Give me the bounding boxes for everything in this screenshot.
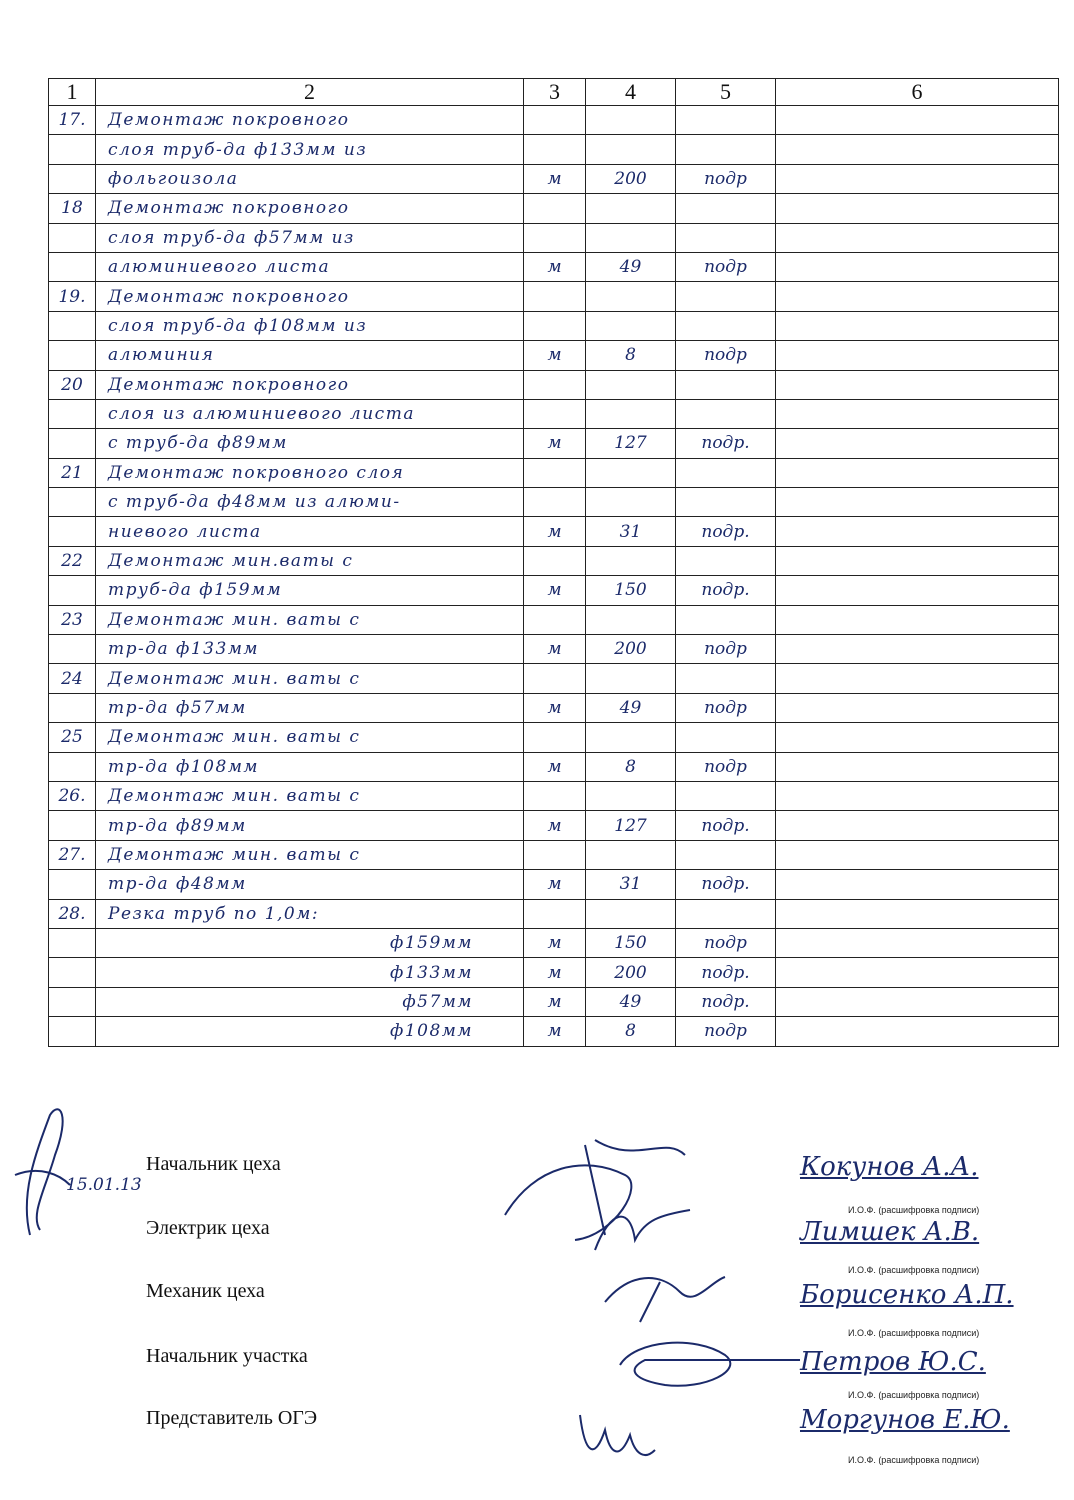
quantity-cell xyxy=(586,488,676,517)
header-row xyxy=(49,79,1059,106)
quantity-cell: 150 xyxy=(586,928,676,957)
table-row xyxy=(49,693,1059,722)
table-row xyxy=(49,870,1059,899)
table-row xyxy=(49,458,1059,487)
unit-cell xyxy=(524,194,586,223)
unit-cell xyxy=(524,399,586,428)
note-cell: подр xyxy=(676,693,776,722)
note-cell: подр xyxy=(676,252,776,281)
quantity-cell: 49 xyxy=(586,987,676,1016)
note-cell: подр. xyxy=(676,958,776,987)
unit-cell: м xyxy=(524,164,586,193)
empty-col-6-cell xyxy=(776,664,1059,693)
signer-caption: И.О.Ф. (расшифровка подписи) xyxy=(848,1265,980,1275)
unit-cell: м xyxy=(524,517,586,546)
row-number-cell: 18 xyxy=(49,194,96,223)
table-row xyxy=(49,223,1059,252)
signer-role: Начальник участка xyxy=(146,1345,308,1367)
table-row xyxy=(49,899,1059,928)
quantity-cell: 49 xyxy=(586,693,676,722)
table-row xyxy=(49,106,1059,135)
empty-col-6-cell xyxy=(776,488,1059,517)
table-row xyxy=(49,517,1059,546)
note-cell: подр xyxy=(676,341,776,370)
row-number-cell: 22 xyxy=(49,546,96,575)
description-cell: Резка труб по 1,0м: xyxy=(96,899,524,928)
row-number-cell xyxy=(49,752,96,781)
row-number-cell xyxy=(49,517,96,546)
margin-signature-mark xyxy=(10,1095,80,1245)
unit-cell xyxy=(524,488,586,517)
row-number-cell: 24 xyxy=(49,664,96,693)
table-row xyxy=(49,135,1059,164)
description-cell: ф108мм xyxy=(96,1017,524,1046)
row-number-cell xyxy=(49,928,96,957)
quantity-cell xyxy=(586,840,676,869)
unit-cell: м xyxy=(524,576,586,605)
unit-cell: м xyxy=(524,252,586,281)
empty-col-6-cell xyxy=(776,282,1059,311)
unit-cell: м xyxy=(524,341,586,370)
quantity-cell: 127 xyxy=(586,811,676,840)
note-cell xyxy=(676,223,776,252)
empty-col-6-cell xyxy=(776,370,1059,399)
quantity-cell xyxy=(586,664,676,693)
description-cell: Демонтаж мин. ваты с xyxy=(96,781,524,810)
signer-role: Механик цеха xyxy=(146,1280,265,1302)
unit-cell xyxy=(524,106,586,135)
signer-role: Представитель ОГЭ xyxy=(146,1407,318,1429)
table-row xyxy=(49,664,1059,693)
unit-cell xyxy=(524,458,586,487)
note-cell xyxy=(676,399,776,428)
signer-name: Лимшек А.В. xyxy=(800,1217,980,1247)
empty-col-6-cell xyxy=(776,135,1059,164)
empty-col-6-cell xyxy=(776,693,1059,722)
quantity-cell: 8 xyxy=(586,341,676,370)
note-cell: подр xyxy=(676,752,776,781)
description-cell: слоя из алюминиевого листа xyxy=(96,399,524,428)
note-cell xyxy=(676,488,776,517)
description-cell: с труб-да ф89мм xyxy=(96,429,524,458)
description-cell: Демонтаж мин. ваты с xyxy=(96,723,524,752)
row-number-cell xyxy=(49,341,96,370)
unit-cell xyxy=(524,311,586,340)
quantity-cell xyxy=(586,781,676,810)
note-cell xyxy=(676,311,776,340)
row-number-cell: 28. xyxy=(49,899,96,928)
quantity-cell xyxy=(586,106,676,135)
quantity-cell xyxy=(586,458,676,487)
signer-caption: И.О.Ф. (расшифровка подписи) xyxy=(848,1328,980,1338)
row-number-cell: 27. xyxy=(49,840,96,869)
note-cell: подр. xyxy=(676,811,776,840)
description-cell: тр-да ф57мм xyxy=(96,693,524,722)
quantity-cell: 31 xyxy=(586,517,676,546)
empty-col-6-cell xyxy=(776,870,1059,899)
table-row xyxy=(49,429,1059,458)
handwritten-signature xyxy=(590,1200,700,1260)
description-cell: алюминиевого листа xyxy=(96,252,524,281)
note-cell xyxy=(676,781,776,810)
signer-name: Кокунов А.А. xyxy=(800,1152,979,1182)
row-number-cell xyxy=(49,164,96,193)
description-cell: алюминия xyxy=(96,341,524,370)
row-number-cell xyxy=(49,252,96,281)
signer-caption: И.О.Ф. (расшифровка подписи) xyxy=(848,1205,980,1215)
unit-cell: м xyxy=(524,752,586,781)
description-cell: ф133мм xyxy=(96,958,524,987)
description-cell: ф57мм xyxy=(96,987,524,1016)
description-cell: фольгоизола xyxy=(96,164,524,193)
unit-cell xyxy=(524,370,586,399)
quantity-cell: 127 xyxy=(586,429,676,458)
empty-col-6-cell xyxy=(776,635,1059,664)
empty-col-6-cell xyxy=(776,958,1059,987)
description-cell: тр-да ф48мм xyxy=(96,870,524,899)
table-row xyxy=(49,987,1059,1016)
note-cell: подр xyxy=(676,164,776,193)
table-row xyxy=(49,341,1059,370)
table-row xyxy=(49,811,1059,840)
table-row xyxy=(49,252,1059,281)
note-cell: подр. xyxy=(676,576,776,605)
quantity-cell: 8 xyxy=(586,1017,676,1046)
description-cell: слоя труб-да ф57мм из xyxy=(96,223,524,252)
unit-cell xyxy=(524,781,586,810)
empty-col-6-cell xyxy=(776,223,1059,252)
table-row xyxy=(49,723,1059,752)
row-number-cell: 17. xyxy=(49,106,96,135)
table-row xyxy=(49,370,1059,399)
row-number-cell: 19. xyxy=(49,282,96,311)
quantity-cell xyxy=(586,605,676,634)
description-cell: слоя труб-да ф108мм из xyxy=(96,311,524,340)
row-number-cell xyxy=(49,429,96,458)
quantity-cell xyxy=(586,311,676,340)
unit-cell xyxy=(524,605,586,634)
note-cell xyxy=(676,899,776,928)
note-cell xyxy=(676,664,776,693)
row-number-cell xyxy=(49,311,96,340)
unit-cell: м xyxy=(524,958,586,987)
quantity-cell: 8 xyxy=(586,752,676,781)
table-row xyxy=(49,194,1059,223)
signer-name: Борисенко А.П. xyxy=(800,1280,1014,1310)
row-number-cell xyxy=(49,223,96,252)
note-cell: подр. xyxy=(676,870,776,899)
unit-cell: м xyxy=(524,811,586,840)
unit-cell: м xyxy=(524,987,586,1016)
note-cell xyxy=(676,723,776,752)
quantity-cell: 150 xyxy=(586,576,676,605)
row-number-cell: 26. xyxy=(49,781,96,810)
table-row xyxy=(49,840,1059,869)
quantity-cell xyxy=(586,223,676,252)
row-number-cell xyxy=(49,488,96,517)
unit-cell xyxy=(524,723,586,752)
empty-col-6-cell xyxy=(776,899,1059,928)
description-cell: Демонтаж мин. ваты с xyxy=(96,840,524,869)
unit-cell xyxy=(524,664,586,693)
note-cell xyxy=(676,135,776,164)
empty-col-6-cell xyxy=(776,341,1059,370)
work-table xyxy=(48,78,1059,1047)
row-number-cell xyxy=(49,870,96,899)
unit-cell xyxy=(524,840,586,869)
row-number-cell: 21 xyxy=(49,458,96,487)
table-row xyxy=(49,488,1059,517)
description-cell: тр-да ф108мм xyxy=(96,752,524,781)
table-row xyxy=(49,958,1059,987)
quantity-cell: 49 xyxy=(586,252,676,281)
header-col-2: 2 xyxy=(96,79,524,106)
note-cell: подр xyxy=(676,1017,776,1046)
quantity-cell: 200 xyxy=(586,635,676,664)
note-cell: подр xyxy=(676,928,776,957)
empty-col-6-cell xyxy=(776,429,1059,458)
note-cell: подр. xyxy=(676,429,776,458)
empty-col-6-cell xyxy=(776,546,1059,575)
table-row xyxy=(49,164,1059,193)
row-number-cell xyxy=(49,811,96,840)
quantity-cell xyxy=(586,370,676,399)
quantity-cell xyxy=(586,282,676,311)
row-number-cell xyxy=(49,1017,96,1046)
description-cell: Демонтаж покровного xyxy=(96,370,524,399)
row-number-cell xyxy=(49,635,96,664)
signer-name: Моргунов Е.Ю. xyxy=(800,1405,1010,1435)
unit-cell: м xyxy=(524,928,586,957)
table-row xyxy=(49,752,1059,781)
signer-role: Начальник цеха xyxy=(146,1153,281,1175)
row-number-cell xyxy=(49,399,96,428)
table-row xyxy=(49,576,1059,605)
note-cell xyxy=(676,370,776,399)
empty-col-6-cell xyxy=(776,399,1059,428)
quantity-cell: 31 xyxy=(586,870,676,899)
description-cell: тр-да ф133мм xyxy=(96,635,524,664)
note-cell xyxy=(676,458,776,487)
note-cell: подр. xyxy=(676,517,776,546)
row-number-cell xyxy=(49,576,96,605)
unit-cell xyxy=(524,546,586,575)
note-cell xyxy=(676,282,776,311)
quantity-cell xyxy=(586,399,676,428)
header-col-3: 3 xyxy=(524,79,586,106)
empty-col-6-cell xyxy=(776,517,1059,546)
row-number-cell xyxy=(49,987,96,1016)
empty-col-6-cell xyxy=(776,987,1059,1016)
row-number-cell: 23 xyxy=(49,605,96,634)
row-number-cell xyxy=(49,135,96,164)
note-cell xyxy=(676,840,776,869)
quantity-cell xyxy=(586,194,676,223)
note-cell: подр xyxy=(676,635,776,664)
note-cell xyxy=(676,106,776,135)
empty-col-6-cell xyxy=(776,106,1059,135)
unit-cell: м xyxy=(524,429,586,458)
description-cell: слоя труб-да ф133мм из xyxy=(96,135,524,164)
row-number-cell xyxy=(49,958,96,987)
note-cell xyxy=(676,605,776,634)
empty-col-6-cell xyxy=(776,458,1059,487)
description-cell: Демонтаж мин.ваты с xyxy=(96,546,524,575)
quantity-cell: 200 xyxy=(586,958,676,987)
table-row xyxy=(49,781,1059,810)
note-cell: подр. xyxy=(676,987,776,1016)
header-col-4: 4 xyxy=(586,79,676,106)
signer-caption: И.О.Ф. (расшифровка подписи) xyxy=(848,1390,980,1400)
empty-col-6-cell xyxy=(776,928,1059,957)
description-cell: Демонтаж покровного xyxy=(96,194,524,223)
signature-date: 15.01.13 xyxy=(66,1175,142,1195)
empty-col-6-cell xyxy=(776,1017,1059,1046)
empty-col-6-cell xyxy=(776,605,1059,634)
description-cell: с труб-да ф48мм из алюми- xyxy=(96,488,524,517)
note-cell xyxy=(676,194,776,223)
empty-col-6-cell xyxy=(776,311,1059,340)
description-cell: ф159мм xyxy=(96,928,524,957)
quantity-cell: 200 xyxy=(586,164,676,193)
signer-role: Электрик цеха xyxy=(146,1217,270,1239)
empty-col-6-cell xyxy=(776,781,1059,810)
empty-col-6-cell xyxy=(776,252,1059,281)
quantity-cell xyxy=(586,135,676,164)
description-cell: тр-да ф89мм xyxy=(96,811,524,840)
quantity-cell xyxy=(586,546,676,575)
table-row xyxy=(49,928,1059,957)
row-number-cell: 25 xyxy=(49,723,96,752)
table-row xyxy=(49,605,1059,634)
table-row xyxy=(49,399,1059,428)
table-row xyxy=(49,546,1059,575)
empty-col-6-cell xyxy=(776,194,1059,223)
signer-caption: И.О.Ф. (расшифровка подписи) xyxy=(848,1455,980,1465)
header-col-1: 1 xyxy=(49,79,96,106)
description-cell: Демонтаж покровного xyxy=(96,282,524,311)
unit-cell xyxy=(524,223,586,252)
description-cell: ниевого листа xyxy=(96,517,524,546)
header-col-5: 5 xyxy=(676,79,776,106)
empty-col-6-cell xyxy=(776,164,1059,193)
empty-col-6-cell xyxy=(776,811,1059,840)
row-number-cell: 20 xyxy=(49,370,96,399)
unit-cell xyxy=(524,135,586,164)
description-cell: труб-да ф159мм xyxy=(96,576,524,605)
note-cell xyxy=(676,546,776,575)
unit-cell xyxy=(524,899,586,928)
unit-cell: м xyxy=(524,693,586,722)
header-col-6: 6 xyxy=(776,79,1059,106)
unit-cell xyxy=(524,282,586,311)
table-row xyxy=(49,282,1059,311)
unit-cell: м xyxy=(524,1017,586,1046)
description-cell: Демонтаж покровного слоя xyxy=(96,458,524,487)
empty-col-6-cell xyxy=(776,576,1059,605)
quantity-cell xyxy=(586,899,676,928)
quantity-cell xyxy=(586,723,676,752)
table-row xyxy=(49,635,1059,664)
unit-cell: м xyxy=(524,635,586,664)
description-cell: Демонтаж мин. ваты с xyxy=(96,605,524,634)
handwritten-signature xyxy=(615,1335,805,1395)
empty-col-6-cell xyxy=(776,723,1059,752)
row-number-cell xyxy=(49,693,96,722)
table-row xyxy=(49,1017,1059,1046)
unit-cell: м xyxy=(524,870,586,899)
handwritten-signature xyxy=(600,1262,730,1332)
description-cell: Демонтаж покровного xyxy=(96,106,524,135)
description-cell: Демонтаж мин. ваты с xyxy=(96,664,524,693)
signer-name: Петров Ю.С. xyxy=(800,1347,986,1377)
handwritten-signature xyxy=(570,1395,660,1470)
table-body xyxy=(49,106,1059,1047)
empty-col-6-cell xyxy=(776,840,1059,869)
table-row xyxy=(49,311,1059,340)
empty-col-6-cell xyxy=(776,752,1059,781)
